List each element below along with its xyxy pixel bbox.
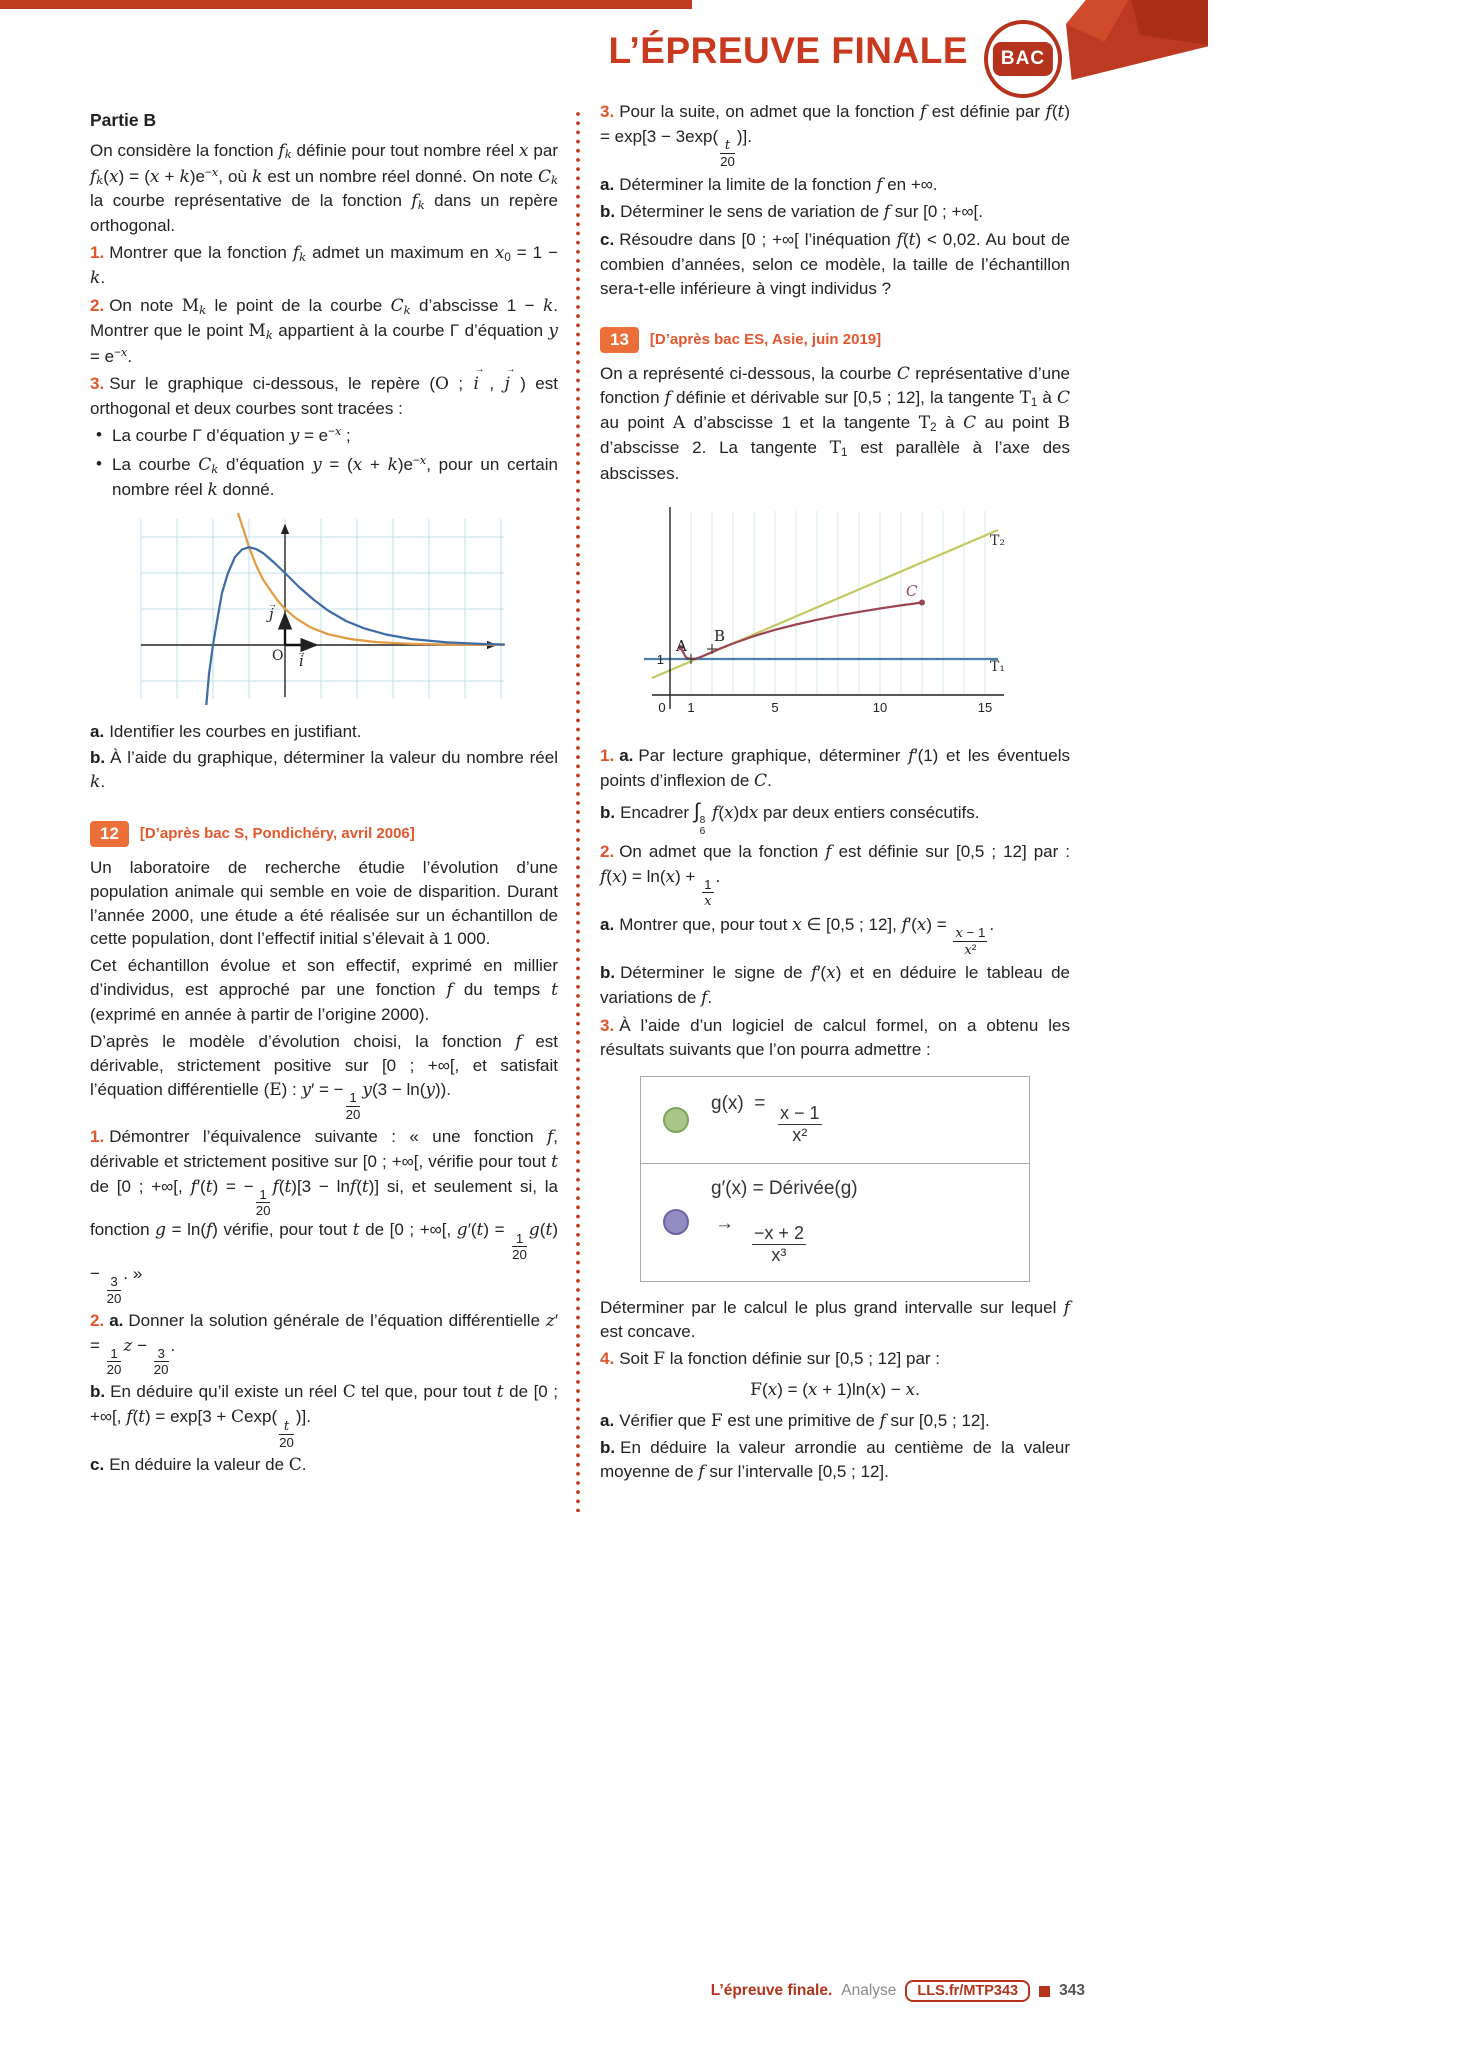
function-graph-block [136,513,558,710]
origin-label: O [272,647,284,664]
partb-intro: On considère la fonction $f_k$ définie pour tout nombre réel x par $f_k(x) = (x + k)e^{-x}$, où k est un nombre réel donné. On note $C_k$ la courbe représentative de la fonction $f_k$ dans un repère orthogonal. [90,140,559,236]
question-marker: b. [90,748,106,768]
calc-row-derivative [641,1163,1029,1281]
partb-heading: Partie B [90,110,157,130]
x-tick-1: 1 [687,700,695,716]
question-marker: 1. [90,1126,105,1146]
bullet-curve-gamma: • La courbe Γ d’équation $y = e^{-x}$ ; [90,423,558,449]
x-tick-15: 15 [977,700,993,716]
question-text: Déterminer le sens de variation de f sur [0 ; +∞[. [620,202,983,223]
question-text: Montrer que la fonction $f_k$ admet un maximum en $x_0 = 1 - k$. [90,243,558,289]
purple-dot-icon [663,1209,689,1235]
x-tick-5: 5 [771,700,779,716]
x-tick-0: 0 [658,700,666,716]
unit-i-label: i [299,651,304,670]
question-marker: a. [90,721,105,741]
question-text: Pour la suite, on admet que la fonction f est définie par f(t) = exp[3 − 3exp( $\frac{t}{20}$ )]. [600,102,1070,170]
question-marker: b. [600,1438,616,1458]
ex13-concave-question: Déterminer par le calcul le plus grand intervalle sur lequel f est concave. [600,1297,1070,1342]
question-text: Sur le graphique ci-dessous, le repère (O ; → i , → j ) est orthogonal et deux courbes sont tracées : [90,374,558,418]
ex12-question-2b [90,1380,558,1450]
question-marker: 3. [600,102,615,121]
question-text: On admet que la fonction f est définie sur [0,5 ; 12] par : f(x) = ln(x) + $\frac{1}{x}$ . [600,841,1070,910]
tangent-graph-block [642,499,1070,730]
question-text: Donner la solution générale de l’équation différentielle z′ = $\frac{1}{20}$ z − $\frac{3}{20}$ . [90,1310,558,1378]
ex13-question-4 [600,1347,1070,1372]
question-text: Vérifier que F est une primitive de f sur [0,5 ; 12]. [619,1410,990,1431]
question-marker: 2. [600,841,615,861]
question-text: À l’aide du graphique, déterminer la valeur du nombre réel k. [90,748,558,793]
exercise-number-badge: 12 [90,821,129,847]
top-accent-bar [0,0,692,9]
bullet-curve-ck: • La courbe $C_k$ d’équation $y = (x + k)e^{-x}$, pour un certain nombre réel k donné. [90,452,558,503]
ex13-intro: On a représenté ci-dessous, la courbe C représentative d’une fonction f définie et dérivable sur [0,5 ; 12], la tangente $T_1$ à C au point A d’abscisse 1 et la tangente $T_2$ à C au point B d’abscisse 2. La tangente $T_1$ est parallèle à l’axe des abscisses. [600,363,1070,483]
question-text: En déduire la valeur de C. [109,1455,307,1476]
curve-c-label: C [906,582,918,601]
ex12-paragraph-3: D’après le modèle d’évolution choisi, la fonction f est dérivable, strictement positive sur [0 ; +∞[, et satisfait l’équation différentielle (E) : y′ = − $\frac{1}{20}$ y(3 − ln(y)). [90,1031,559,1122]
ex13-question-4a [600,1409,1070,1434]
unit-j-label: j [269,604,274,623]
exercise-source: [D’après bac S, Pondichéry, avril 2006] [139,825,415,843]
tangent-graph [642,499,1014,725]
calc-formula-gprime [711,1178,858,1265]
point-b-label: B [714,627,726,646]
calc-icon-cell [641,1209,711,1235]
question-text: Déterminer la limite de la fonction f en +∞. [619,174,938,195]
ex13-question-1a [600,744,1070,794]
ex12-question-2a [90,1309,558,1378]
question-marker: 3. [600,1015,615,1035]
calc-tool-output [640,1076,1030,1282]
page-title: L’ÉPREUVE FINALE [608,30,968,71]
calc-formula-g: g(x) = $\frac{x - 1}{\text{x²}}$ [711,1093,820,1145]
question-text: Démontrer l’équivalence suivante : « une fonction f, dérivable et strictement positive sur [0 ; +∞[, vérifie pour tout t de [0 ; +∞[, f′(t) = − $\frac{1}{20}$ f(t)[3 − lnf(t)] si, et seulement si, la fonction g = ln(f) vérifie, pour tout t de [0 ; +∞[, g′(t) = $\frac{1}{20}$ g(t) − $\frac{3}{20}$ . » [90,1126,559,1306]
calc-row-function [641,1077,1029,1163]
ex12-paragraph-1: Un laboratoire de recherche étudie l’évolution d’une population animale qui semble en voie de disparition. Durant l’année 2000, une étude a été réalisée sur un échantillon de cette population, dont l’effectif initial s’élevait à 1 000. [90,857,558,949]
t2-label: T₂ [990,533,1005,550]
ex13-question-4b [600,1436,1070,1485]
x-tick-10: 10 [872,700,888,716]
question-text: Par lecture graphique, déterminer f′(1) et les éventuels points d’inflexion de C. [600,746,1070,792]
question-text: Résoudre dans [0 ; +∞[ l’inéquation f(t) < 0,02. Au bout de combien d’années, selon ce modèle, la taille de l’échantillon sera-t-elle inférieure à vingt individus ? [600,230,1070,298]
ex12-question-3a [600,173,1070,198]
y-tick-1: 1 [656,652,664,668]
ex13-question-3 [600,1014,1070,1062]
function-graph [136,513,508,705]
curve-gamma [238,513,504,645]
formula-F: F(x) = (x + 1)ln(x) − x. [750,1379,920,1400]
curve-end-dot [919,600,925,606]
question-text: En déduire la valeur arrondie au centième de la valeur moyenne de f sur l’intervalle [0,5 ; 12]. [600,1438,1070,1483]
column-separator [576,110,580,1512]
calc-formula-gprime-result: → $\frac{-x + 2}{\text{x³}}$ [715,1213,804,1265]
question-marker: a. [600,174,615,194]
footer-link-chip: LLS.fr/MTP343 [905,1980,1030,2002]
question-marker: b. [600,202,616,222]
grid [141,519,504,699]
question-submarker: a. [619,746,634,766]
question-marker: 2. [90,296,105,316]
question-text: Déterminer le signe de f′(x) et en déduire le tableau de variations de f. [600,963,1070,1009]
question-text: À l’aide d’un logiciel de calcul formel, on a obtenu les résultats suivants que l’on pourra admettre : [600,1015,1070,1059]
vector-arrow-icon: → [297,646,306,657]
t1-label: T₁ [990,659,1005,676]
question-marker: b. [600,963,616,983]
question-submarker: a. [109,1310,124,1330]
exercise-12-header [90,821,558,847]
question-marker: 4. [600,1349,615,1369]
question-text: En déduire qu’il existe un réel C tel que, pour tout t de [0 ; +∞[, f(t) = exp[3 + Cexp( $\frac{t}{20}$ )]. [90,1382,558,1450]
partb-question-b [90,746,558,795]
page-number: 343 [1059,1982,1085,1999]
green-dot-icon [663,1107,689,1133]
question-marker: c. [600,230,615,250]
ex12-question-3 [600,100,1070,170]
corner-decoration [1066,0,1208,80]
calc-formula-gprime-def: g′(x) = Dérivée(g) [711,1178,858,1200]
question-marker: c. [90,1455,105,1475]
question-marker: 1. [600,746,615,766]
ex13-question-2b [600,961,1070,1011]
exercise-13-header [600,327,1070,353]
vector-arrow-icon: → [268,598,277,609]
point-a-label: A [676,637,687,656]
partb-question-a [90,720,558,744]
question-marker: b. [90,1382,106,1402]
question-text: Soit F la fonction définie sur [0,5 ; 12] par : [619,1349,941,1370]
ex13-question-1b [600,797,1070,837]
right-column [600,100,1070,1488]
ex12-question-1 [90,1125,558,1306]
question-text: Montrer que, pour tout x ∈ [0,5 ; 12], f′(x) = $\frac{x - 1}{\text{x²}}$ . [619,914,995,959]
ex12-paragraph-2: Cet échantillon évolue et son effectif, exprimé en millier d’individus, est approché par une fonction f du temps t (exprimé en année à partir de l’origine 2000). [90,956,558,1024]
footer-section: L’épreuve finale. [710,1982,833,1999]
question-marker: 2. [90,1310,105,1330]
footer-chapter: Analyse [841,1982,897,1999]
question-marker: 3. [90,373,105,393]
bac-badge-label: BAC [993,42,1053,76]
question-text: On note $M_k$ le point de la courbe $C_k$ d’abscisse 1 − k. Montrer que le point $M_k$ appartient à la courbe Γ d’équation $y = e^{-x}$. [90,296,558,366]
partb-question-3 [90,372,558,421]
ex12-question-2c [90,1453,558,1478]
partb-question-1 [90,241,558,291]
question-marker: a. [600,914,615,934]
question-marker: 1. [90,243,105,263]
bac-badge [984,20,1062,98]
left-column [90,108,558,1481]
footer-square-icon [1039,1986,1050,1997]
exercise-number-badge: 13 [600,327,639,353]
calc-icon-cell [641,1107,711,1133]
exercise-source: [D’après bac ES, Asie, juin 2019] [649,331,882,349]
page-footer [565,1980,1085,2002]
question-marker: a. [600,1410,615,1430]
question-text: Encadrer ∫ 8 6 f(x)dx par deux entiers consécutifs. [620,798,980,837]
ex13-question-2 [600,840,1070,910]
ex13-question-2a [600,913,1070,959]
question-marker: b. [600,802,616,822]
ex12-question-3c [600,228,1070,300]
ex12-question-3b [600,200,1070,225]
question-text: Identifier les courbes en justifiant. [109,721,362,741]
partb-question-2 [90,294,558,369]
